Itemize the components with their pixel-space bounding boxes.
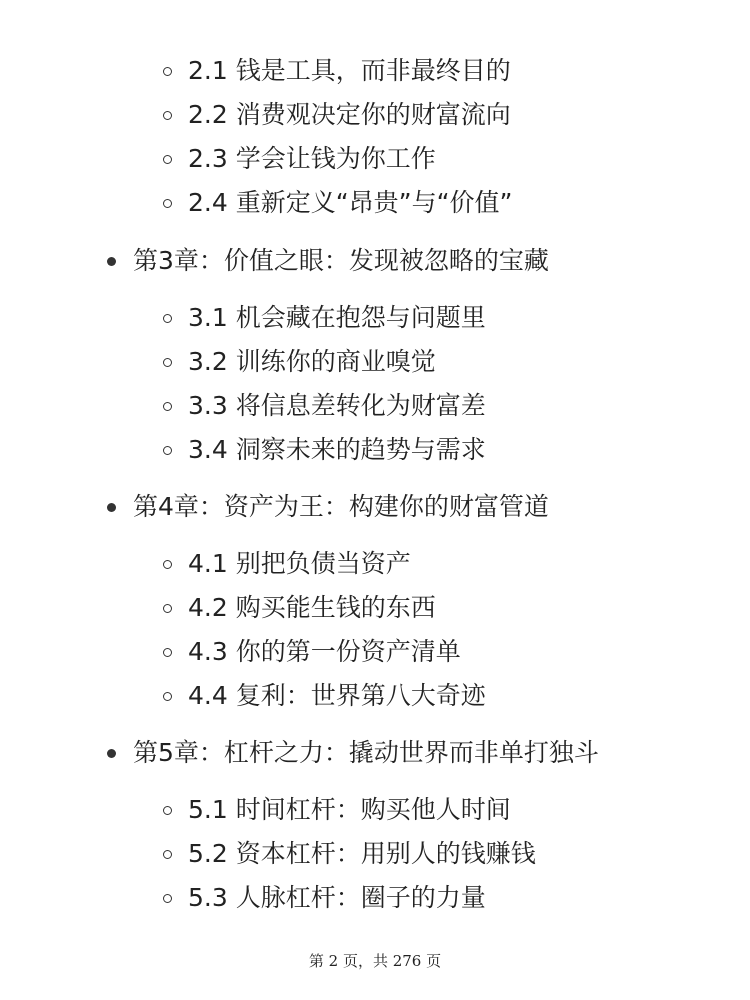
toc-item-text: 5.2 资本杠杆：用别人的钱赚钱 [188, 839, 536, 868]
hollow-bullet-icon [163, 402, 172, 411]
toc-item-text: 5.3 人脉杠杆：圈子的力量 [188, 883, 486, 912]
hollow-bullet-icon [163, 155, 172, 164]
hollow-bullet-icon [163, 850, 172, 859]
toc-item-text: 5.1 时间杠杆：购买他人时间 [188, 795, 511, 824]
toc-section-item [163, 838, 536, 870]
hollow-bullet-icon [163, 894, 172, 903]
toc-item-text: 4.2 购买能生钱的东西 [188, 593, 436, 622]
toc-item-text: 3.1 机会藏在抱怨与问题里 [188, 303, 486, 332]
toc-item-text: 4.1 别把负债当资产 [188, 549, 411, 578]
filled-bullet-icon [107, 749, 116, 758]
toc-section-item [163, 390, 486, 422]
toc-section-item [163, 302, 486, 334]
page-number-footer: 第 2 页，共 276 页 [308, 952, 442, 970]
hollow-bullet-icon [163, 692, 172, 701]
toc-item-text: 2.1 钱是工具，而非最终目的 [188, 56, 511, 85]
toc-chapter-item [107, 491, 549, 523]
hollow-bullet-icon [163, 560, 172, 569]
toc-item-text: 4.3 你的第一份资产清单 [188, 637, 461, 666]
toc-item-text: 2.2 消费观决定你的财富流向 [188, 100, 511, 129]
toc-section-item [163, 55, 511, 87]
toc-section-item [163, 794, 511, 826]
toc-section-item [163, 187, 513, 219]
hollow-bullet-icon [163, 806, 172, 815]
toc-section-item [163, 143, 436, 175]
toc-chapter-item [107, 245, 549, 277]
toc-section-item [163, 434, 486, 466]
toc-section-item [163, 548, 411, 580]
toc-section-item [163, 346, 436, 378]
hollow-bullet-icon [163, 648, 172, 657]
toc-item-text: 第4章：资产为王：构建你的财富管道 [133, 492, 549, 521]
hollow-bullet-icon [163, 446, 172, 455]
hollow-bullet-icon [163, 604, 172, 613]
toc-item-text: 3.2 训练你的商业嗅觉 [188, 347, 436, 376]
toc-item-text: 4.4 复利：世界第八大奇迹 [188, 681, 486, 710]
toc-item-text: 2.4 重新定义“昂贵”与“价值” [188, 188, 513, 217]
toc-item-text: 第3章：价值之眼：发现被忽略的宝藏 [133, 246, 549, 275]
toc-chapter-item [107, 737, 599, 769]
hollow-bullet-icon [163, 199, 172, 208]
hollow-bullet-icon [163, 67, 172, 76]
filled-bullet-icon [107, 503, 116, 512]
toc-section-item [163, 680, 486, 712]
hollow-bullet-icon [163, 358, 172, 367]
toc-section-item [163, 99, 511, 131]
toc-section-item [163, 592, 436, 624]
hollow-bullet-icon [163, 111, 172, 120]
hollow-bullet-icon [163, 314, 172, 323]
toc-item-text: 3.3 将信息差转化为财富差 [188, 391, 486, 420]
toc-item-text: 2.3 学会让钱为你工作 [188, 144, 436, 173]
toc-item-text: 3.4 洞察未来的趋势与需求 [188, 435, 486, 464]
toc-section-item [163, 636, 461, 668]
toc-section-item [163, 882, 486, 914]
filled-bullet-icon [107, 257, 116, 266]
toc-item-text: 第5章：杠杆之力：撬动世界而非单打独斗 [133, 738, 599, 767]
